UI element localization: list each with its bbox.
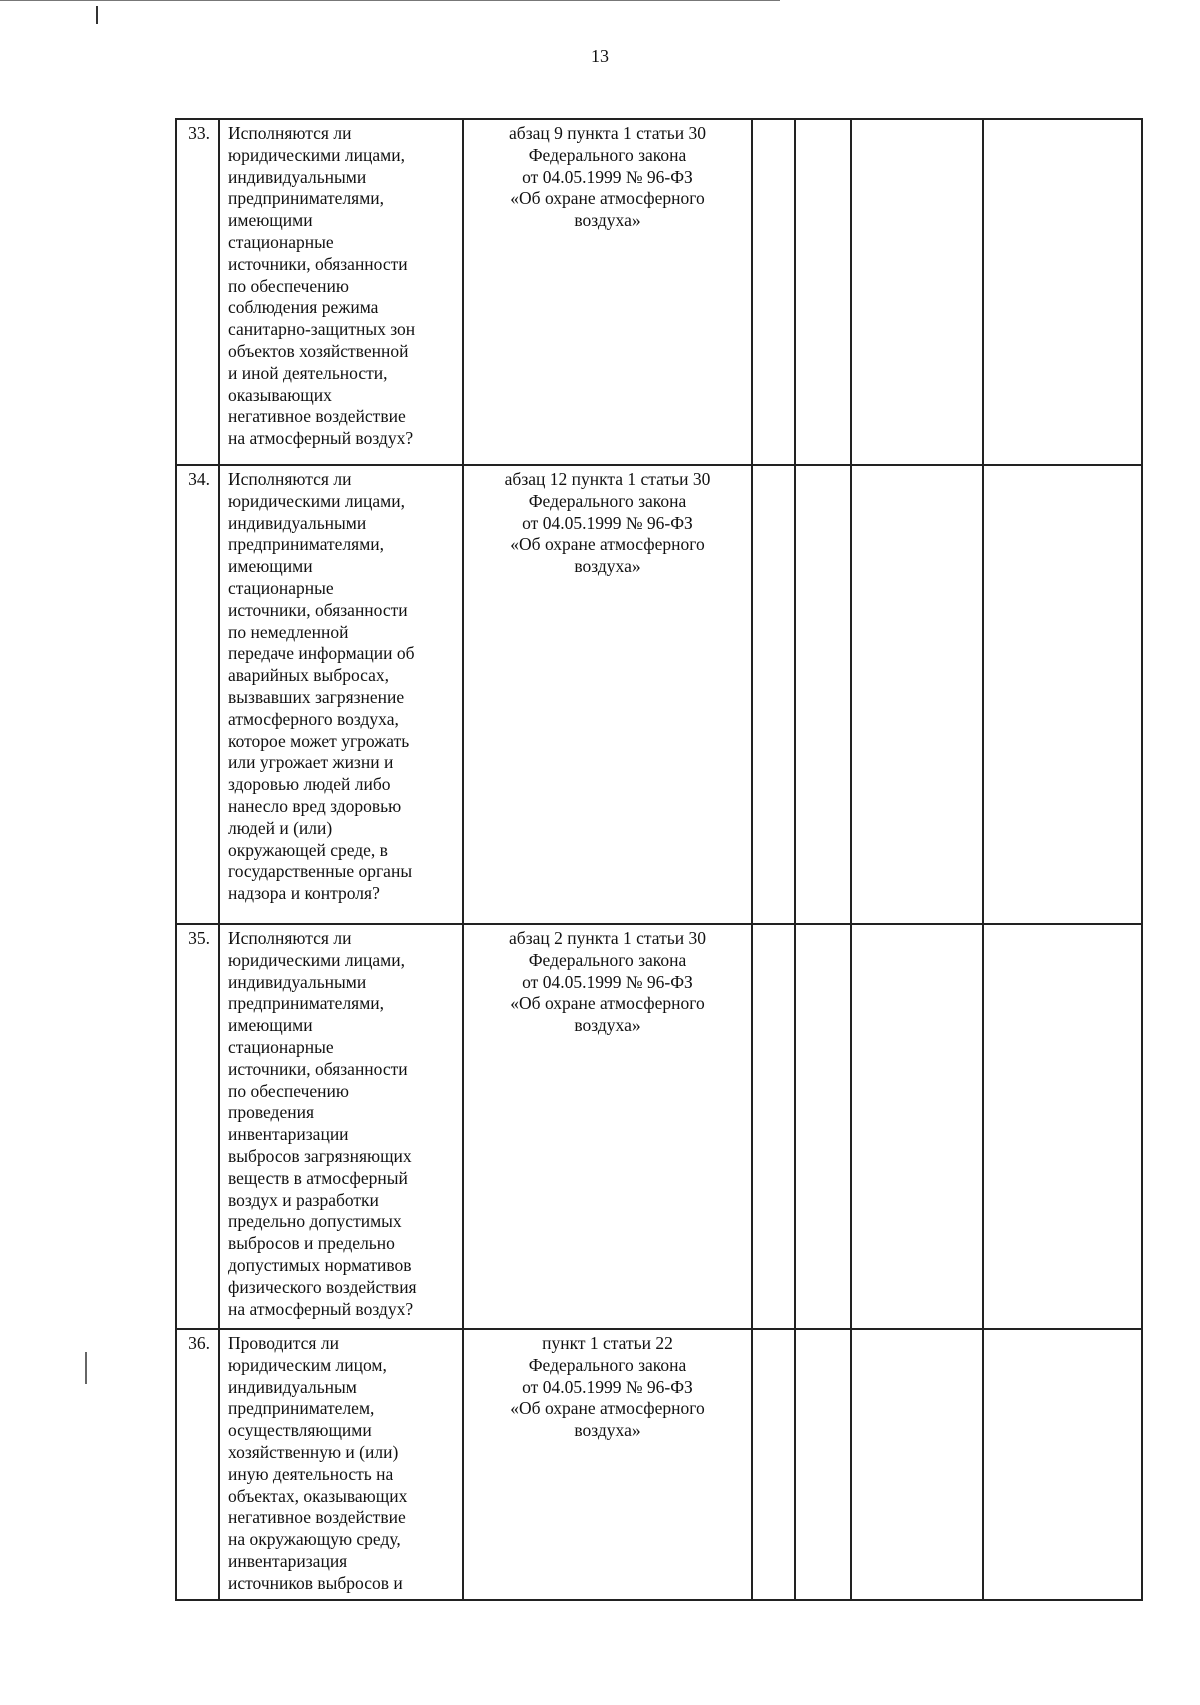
row-number: 35. <box>176 924 219 1329</box>
scan-mark-top-rule <box>0 0 780 1</box>
answer-cell-yes <box>752 924 795 1329</box>
row-number: 33. <box>176 119 219 465</box>
answer-cell-not-applicable <box>851 924 983 1329</box>
answer-cell-no <box>795 924 851 1329</box>
answer-cell-not-applicable <box>851 1329 983 1600</box>
legal-reference-text: пункт 1 статьи 22 Федерального закона от 04.05.1999 № 96-ФЗ «Об охране атмосферного воздуха» <box>510 1333 705 1441</box>
requirement-question <box>219 924 463 1329</box>
scan-mark-top-left <box>96 6 98 24</box>
table-row <box>176 1329 1142 1600</box>
requirement-question <box>219 1329 463 1600</box>
checklist-table <box>175 118 1143 1601</box>
scan-mark-left-binding <box>85 1352 87 1384</box>
answer-cell-note <box>983 924 1142 1329</box>
legal-reference <box>463 465 752 924</box>
row-number: 34. <box>176 465 219 924</box>
answer-cell-yes <box>752 1329 795 1600</box>
legal-reference <box>463 924 752 1329</box>
question-text: Исполняются ли юридическими лицами, индивидуальными предпринимателями, имеющими стационарные источники, обязанности по немедленной передаче информации об аварийных выбросах, вызвавших загрязнение атмосферного воздуха, которое может угрожать или угрожает жизни и здоровью людей либо нанесло вред здоровью людей и (или) окружающей среде, в государственные органы надзора и контроля? <box>228 469 415 904</box>
table-row <box>176 119 1142 465</box>
answer-cell-no <box>795 1329 851 1600</box>
question-text: Проводится ли юридическим лицом, индивидуальным предпринимателем, осуществляющими хозяйственную и (или) иную деятельность на объектах, оказывающих негативное воздействие на окружающую среду, инвентаризация источников выбросов и <box>228 1333 408 1593</box>
table-row <box>176 465 1142 924</box>
legal-reference-text: абзац 2 пункта 1 статьи 30 Федерального закона от 04.05.1999 № 96-ФЗ «Об охране атмосферного воздуха» <box>509 928 706 1036</box>
row-number: 36. <box>176 1329 219 1600</box>
page-number: 13 <box>591 46 609 66</box>
answer-cell-note <box>983 119 1142 465</box>
table-row <box>176 924 1142 1329</box>
answer-cell-no <box>795 119 851 465</box>
answer-cell-note <box>983 465 1142 924</box>
legal-reference-text: абзац 9 пункта 1 статьи 30 Федерального закона от 04.05.1999 № 96-ФЗ «Об охране атмосферного воздуха» <box>509 123 706 231</box>
requirement-question <box>219 465 463 924</box>
requirement-question <box>219 119 463 465</box>
answer-cell-yes <box>752 465 795 924</box>
answer-cell-note <box>983 1329 1142 1600</box>
answer-cell-no <box>795 465 851 924</box>
answer-cell-not-applicable <box>851 119 983 465</box>
answer-cell-not-applicable <box>851 465 983 924</box>
legal-reference-text: абзац 12 пункта 1 статьи 30 Федерального закона от 04.05.1999 № 96-ФЗ «Об охране атмосферного воздуха» <box>504 469 711 577</box>
question-text: Исполняются ли юридическими лицами, индивидуальными предпринимателями, имеющими стационарные источники, обязанности по обеспечению соблюдения режима санитарно-защитных зон объектов хозяйственной и иной деятельности, оказывающих негативное воздействие на атмосферный воздух? <box>228 123 416 449</box>
answer-cell-yes <box>752 119 795 465</box>
legal-reference <box>463 119 752 465</box>
legal-reference <box>463 1329 752 1600</box>
question-text: Исполняются ли юридическими лицами, индивидуальными предпринимателями, имеющими стационарные источники, обязанности по обеспечению проведения инвентаризации выбросов загрязняющих веществ в атмосферный воздух и разработки предельно допустимых выбросов и предельно допустимых нормативов физического воздействия на атмосферный воздух? <box>228 928 417 1319</box>
